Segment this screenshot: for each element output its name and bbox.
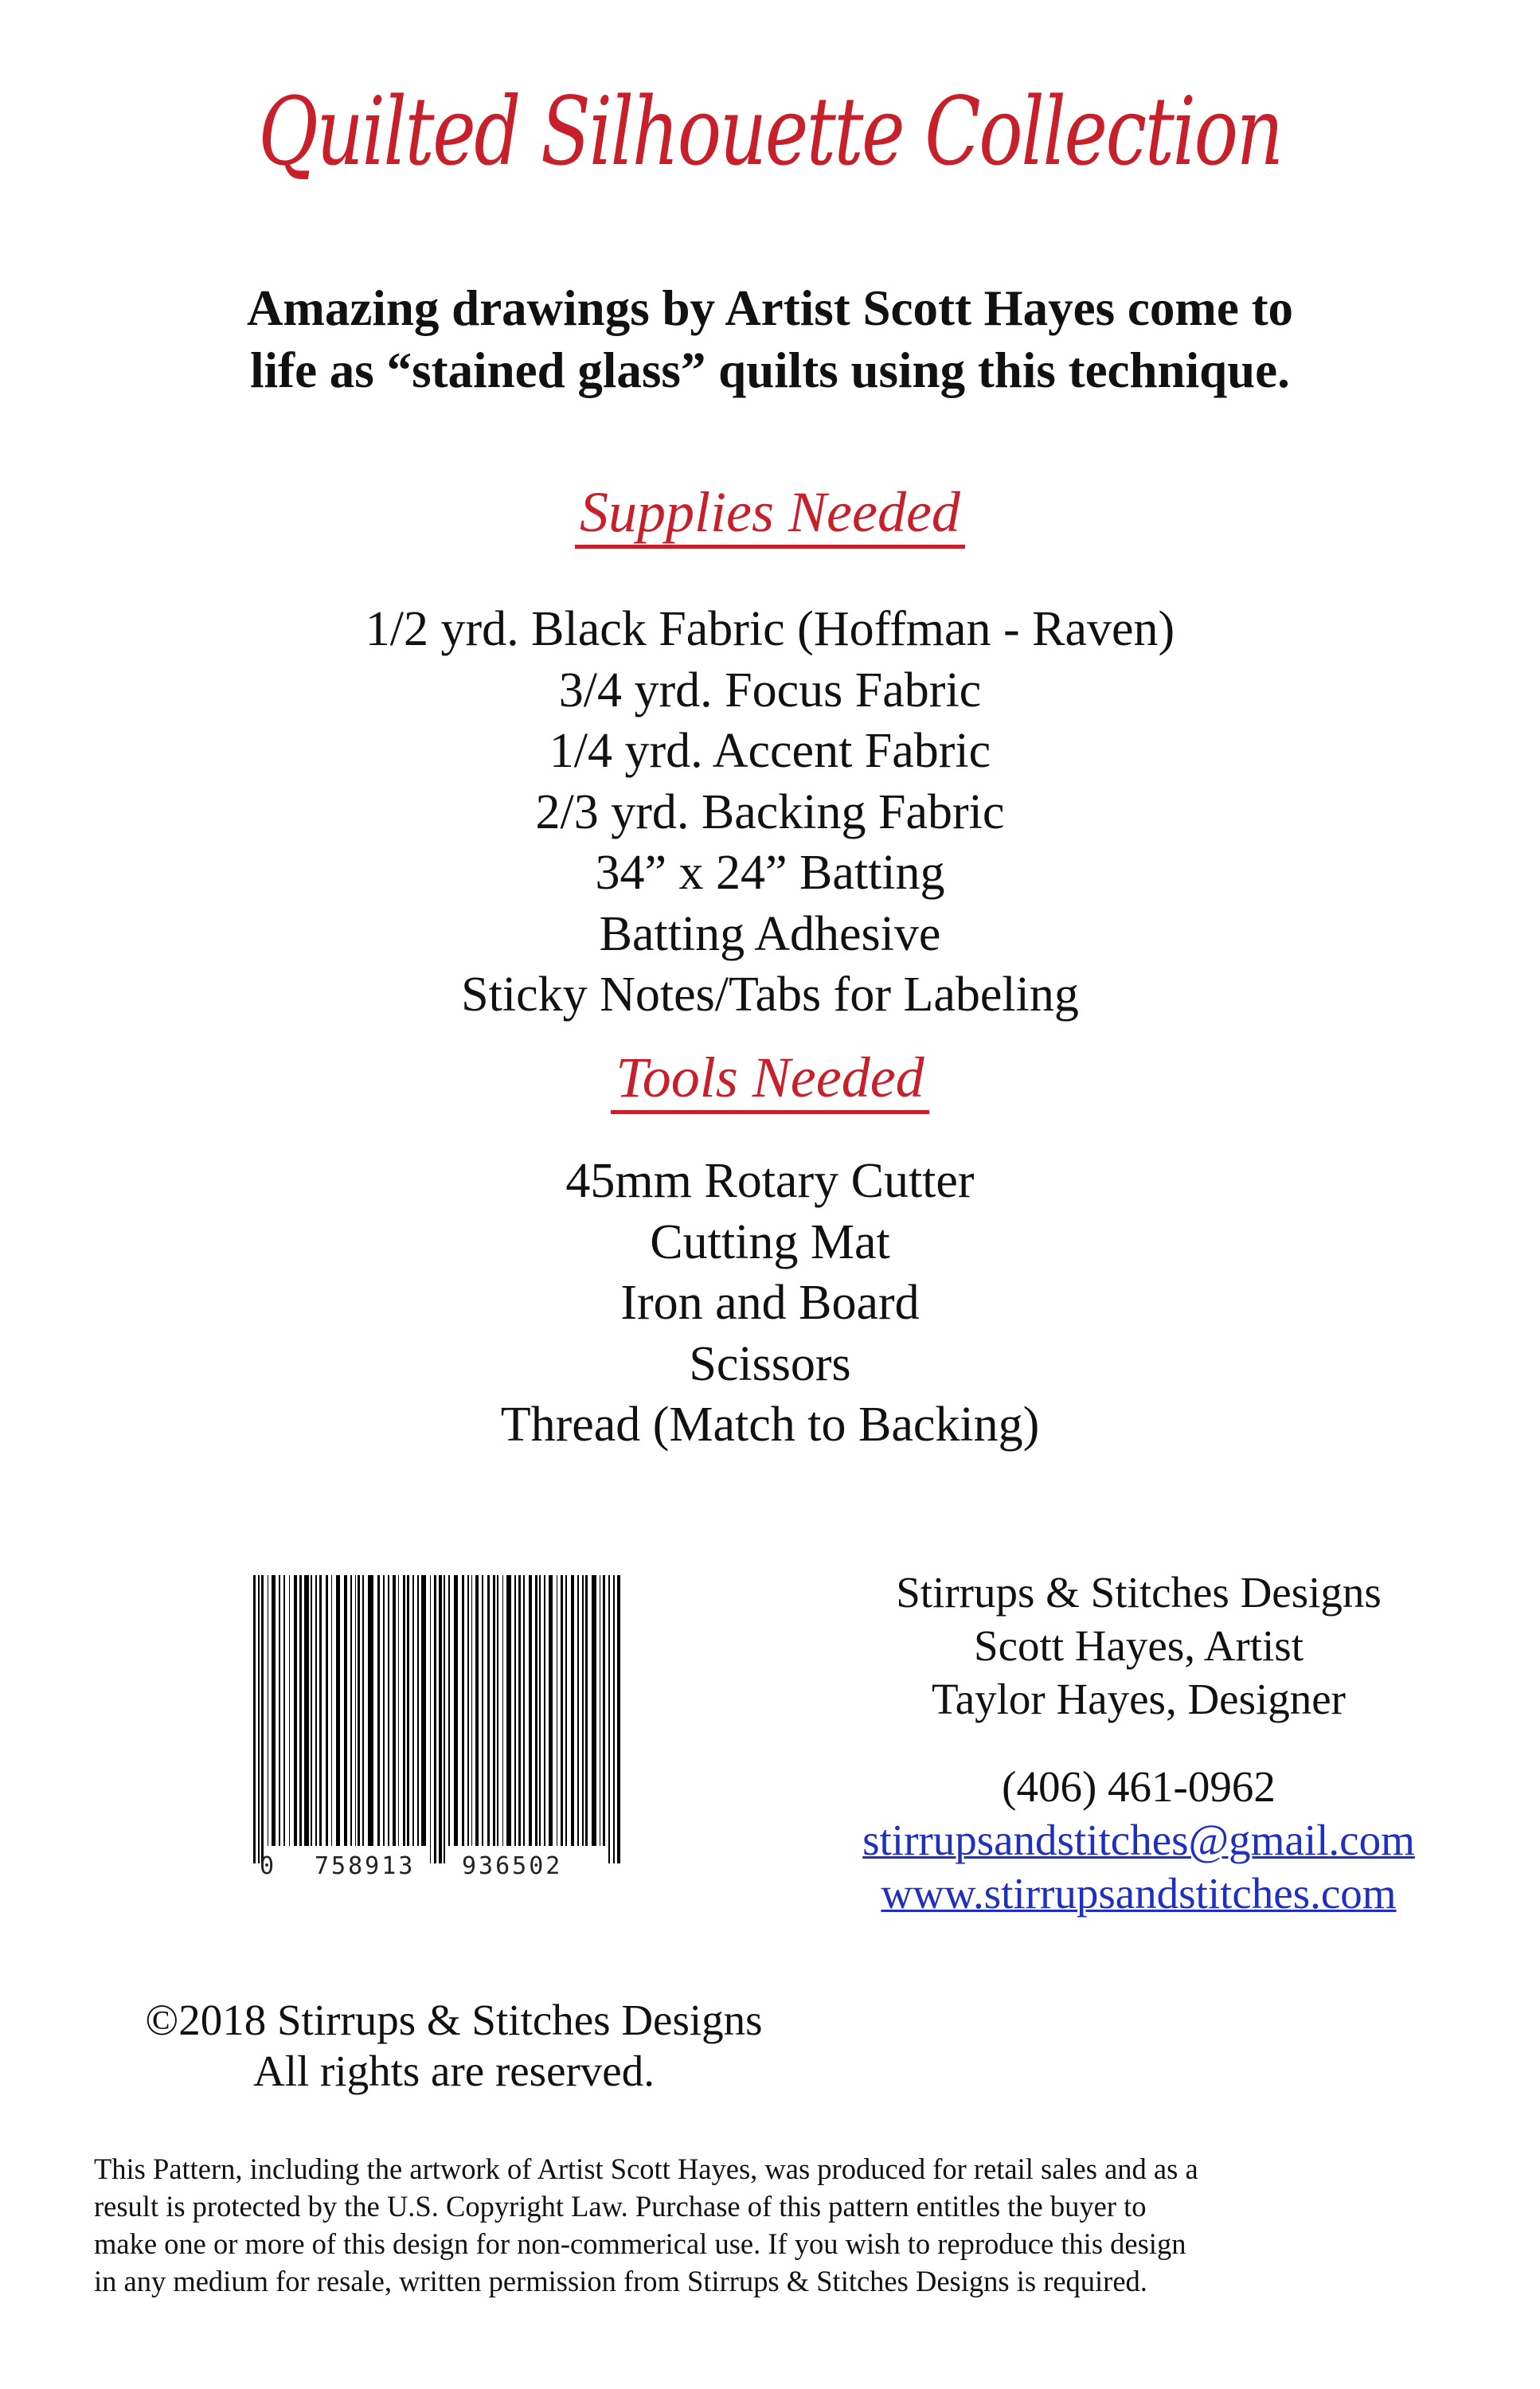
list-item: 1/4 yrd. Accent Fabric [549,724,991,778]
list-item: Batting Adhesive [599,906,941,961]
list-item: 2/3 yrd. Backing Fabric [535,784,1005,839]
barcode-bar [279,1575,280,1846]
barcode-bar [383,1575,385,1846]
barcode-bar [393,1575,396,1846]
barcode-bar [577,1575,579,1846]
barcode-bar [326,1575,328,1846]
contact-block [796,1566,1481,1726]
list-item: Scissors [689,1336,851,1391]
contact-details [796,1760,1481,1920]
barcode-bar [430,1575,431,1863]
barcode-bar [617,1575,620,1863]
tools-heading [0,1043,1540,1114]
designer-name: Taylor Hayes, Designer [931,1675,1346,1723]
barcode-bar [613,1575,615,1863]
email-link[interactable]: stirrupsandstitches@gmail.com [862,1816,1415,1864]
legal-line-4: in any medium for resale, written permission from Stirrups & Stitches Designs is required. [94,2265,1147,2297]
barcode-bar [592,1575,596,1846]
list-item: Sticky Notes/Tabs for Labeling [461,968,1079,1022]
barcode-bar [368,1575,373,1846]
tools-heading-label: Tools Needed [611,1046,928,1114]
barcode-bar [315,1575,317,1846]
barcode-bar [529,1575,532,1846]
list-item: 1/2 yrd. Black Fabric (Hoffman - Raven) [365,602,1175,656]
list-item: 34” x 24” Batting [595,846,945,900]
barcode-bar [561,1575,563,1846]
copyright-notice [80,1995,828,2097]
barcode-bar [608,1575,610,1863]
phone-number: (406) 461-0962 [1002,1762,1276,1811]
barcode-bar [487,1575,490,1846]
intro-text [0,277,1540,401]
barcode-digits-right: 936502 [462,1852,563,1878]
barcode-bar [439,1575,442,1863]
barcode-bar [506,1575,511,1846]
barcode-bar [603,1575,605,1846]
barcode-bar [283,1575,285,1846]
barcode-bar [304,1575,309,1846]
barcode-bar [502,1575,503,1846]
barcode-bar [421,1575,426,1846]
barcode-bar [549,1575,553,1846]
barcode-bar [482,1575,483,1846]
barcode-bar [412,1575,414,1846]
barcode-bar [398,1575,399,1846]
page-title: Quilted Silhouette Collection [258,76,1282,186]
barcode-bar [448,1575,450,1846]
barcode-bar [403,1575,405,1846]
barcode-bar [518,1575,521,1846]
barcode-digits-mid: 758913 [315,1852,416,1878]
barcode-bar [544,1575,545,1846]
barcode-bar [585,1575,588,1846]
barcode-bar [417,1575,419,1846]
copyright-line-1: ©2018 Stirrups & Stitches Designs [145,1996,763,2044]
tools-list [0,1151,1540,1456]
barcode-bar [407,1575,409,1846]
supplies-heading-label: Supplies Needed [575,481,965,549]
barcode-bar [319,1575,322,1846]
list-item: Thread (Match to Backing) [500,1398,1040,1452]
barcode-bar [377,1575,380,1846]
barcode-digits-left: 0 [260,1852,275,1878]
barcode-bar [475,1575,479,1846]
barcode-bar [535,1575,537,1846]
barcode-bar [253,1575,256,1863]
barcode-bar [462,1575,464,1846]
supplies-heading [0,478,1540,549]
barcode-bar [514,1575,516,1846]
upc-barcode [247,1575,625,1878]
legal-line-1: This Pattern, including the artwork of Artist Scott Hayes, was produced for retail sales and as a [94,2152,1198,2185]
barcode-bar [434,1575,436,1863]
barcode-bar [272,1575,276,1846]
barcode-bar [358,1575,360,1846]
legal-line-2: result is protected by the U.S. Copyright Law. Purchase of this pattern entitles the buyer to [94,2190,1147,2223]
list-item: 3/4 yrd. Focus Fabric [558,663,982,717]
barcode-bar [493,1575,495,1846]
barcode-bar [565,1575,567,1846]
barcode-bar [311,1575,312,1846]
barcode-bar [350,1575,352,1846]
website-link[interactable]: www.stirrupsandstitches.com [881,1869,1397,1918]
list-item: 45mm Rotary Cutter [565,1154,975,1208]
barcode-bar [336,1575,340,1846]
barcode-bar [467,1575,469,1846]
barcode-bar [523,1575,525,1846]
barcode-bar [582,1575,584,1846]
barcode-bar [388,1575,389,1846]
intro-line-1: Amazing drawings by Artist Scott Hayes come to [246,280,1294,336]
barcode-bar [539,1575,541,1846]
barcode-bar [289,1575,290,1846]
barcode-bar [258,1575,260,1863]
artist-name: Scott Hayes, Artist [973,1621,1304,1670]
legal-notice [94,2150,1456,2300]
barcode-bar [355,1575,356,1846]
barcode-bar [454,1575,458,1846]
list-item: Iron and Board [620,1276,920,1330]
barcode-bar [294,1575,297,1846]
barcode-bar [444,1575,445,1863]
barcode-bar [331,1575,332,1846]
legal-line-3: make one or more of this design for non-commerical use. If you wish to reproduce this design [94,2227,1186,2260]
barcode-bar [571,1575,574,1846]
copyright-line-2: All rights are reserved. [253,2047,655,2095]
list-item: Cutting Mat [650,1214,890,1269]
company-name: Stirrups & Stitches Designs [896,1568,1382,1617]
barcode-bar [497,1575,498,1846]
barcode-bars [253,1575,620,1863]
supplies-list [0,599,1540,1026]
barcode-bar [299,1575,302,1846]
barcode-bar [261,1575,264,1863]
barcode-bar [344,1575,347,1846]
intro-line-2: life as “stained glass” quilts using this technique. [250,342,1290,398]
barcode-bar [362,1575,364,1846]
barcode-bar [471,1575,472,1846]
